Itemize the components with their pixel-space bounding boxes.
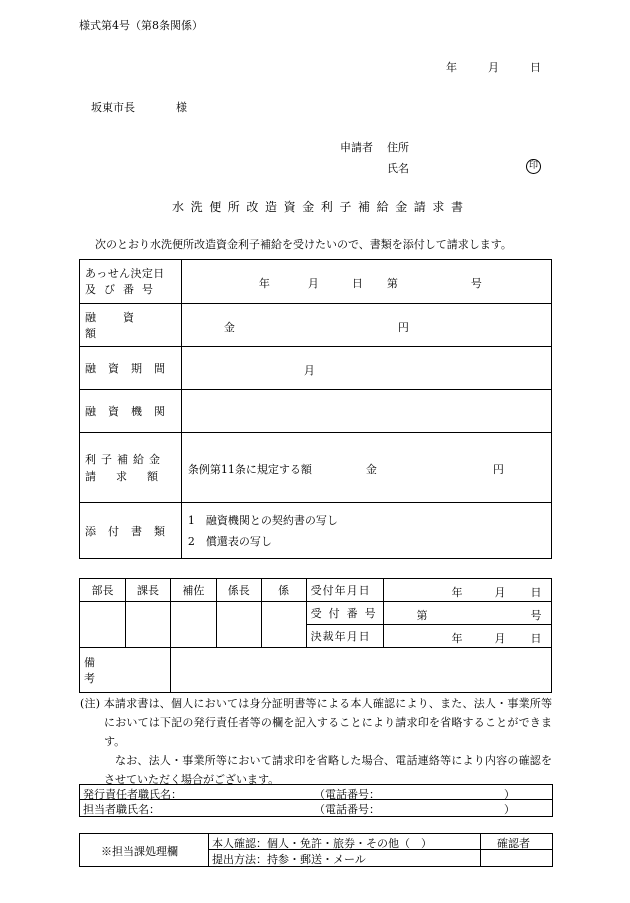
loan-institution-label: 融資機関 bbox=[85, 405, 177, 418]
identity-check: 本人確認：個人・免許・旅券・その他（ ） bbox=[212, 837, 432, 850]
loan-amount-label-cell bbox=[80, 304, 182, 347]
received-dai: 第 bbox=[416, 609, 428, 622]
loan-amount-yen: 円 bbox=[397, 321, 409, 334]
received-number-value[interactable] bbox=[384, 602, 552, 625]
confirmer-label: 確認者 bbox=[497, 837, 530, 850]
header-kakaricho: 係長 bbox=[216, 579, 261, 602]
header-hosa: 補佐 bbox=[170, 579, 216, 602]
decision-date-value[interactable] bbox=[384, 625, 552, 648]
loan-amount-label: 融資額 bbox=[85, 311, 161, 340]
approval-table bbox=[79, 578, 552, 693]
remarks-value-cell[interactable] bbox=[170, 648, 551, 693]
received-date-value[interactable] bbox=[384, 579, 552, 602]
decision-date-label: 決裁年月日 bbox=[310, 630, 371, 643]
received-day: 日 bbox=[530, 586, 542, 599]
applicant-address-label: 住所 bbox=[387, 141, 409, 154]
interest-subsidy-yen: 円 bbox=[492, 463, 504, 476]
applicant-role: 申請者 bbox=[340, 141, 373, 154]
received-date-label: 受付年月日 bbox=[310, 584, 371, 597]
loan-period-month: 月 bbox=[303, 364, 315, 377]
contact-phone-label: （電話番号： bbox=[314, 803, 380, 816]
interest-subsidy-text: 条例第11条に規定する額 bbox=[187, 463, 312, 476]
intro-text: 次のとおり水洗便所改造資金利子補給を受けたいので、書類を添付して請求します。 bbox=[95, 238, 512, 251]
attachments-value-cell bbox=[181, 503, 551, 559]
document-title: 水洗便所改造資金利子補給金請求書 bbox=[172, 200, 470, 214]
contact-label: 担当者職氏名： bbox=[83, 803, 160, 816]
attachments-label: 添付書類 bbox=[85, 524, 177, 538]
issuer-phone-close: ） bbox=[504, 788, 515, 801]
decision-date-value-cell[interactable] bbox=[181, 260, 551, 304]
main-table bbox=[79, 259, 552, 559]
applicant-name-label: 氏名 bbox=[387, 162, 409, 175]
issuer-label: 発行責任者職氏名： bbox=[83, 788, 182, 801]
loan-amount-kin: 金 bbox=[223, 321, 235, 334]
received-year: 年 bbox=[451, 586, 463, 599]
form-id: 様式第4号（第8条関係） bbox=[79, 19, 203, 32]
office-box-label: ※担当課処理欄 bbox=[101, 845, 178, 858]
month-label: 月 bbox=[488, 61, 499, 74]
header-bucho: 部長 bbox=[80, 579, 126, 602]
interest-subsidy-value-cell[interactable] bbox=[181, 433, 551, 503]
stamp-kakaricho[interactable] bbox=[216, 602, 261, 648]
interest-subsidy-label-line2: 請求額 bbox=[85, 469, 178, 483]
decision-year-stamp: 年 bbox=[451, 632, 463, 645]
attachment-item: 2 償還表の写し bbox=[187, 534, 272, 548]
decision-month: 月 bbox=[307, 277, 319, 290]
decision-day-stamp: 日 bbox=[530, 632, 542, 645]
addressee-honorific: 様 bbox=[176, 101, 187, 114]
addressee-name: 坂東市長 bbox=[91, 101, 135, 114]
loan-institution-label-cell bbox=[80, 390, 182, 433]
stamp-bucho[interactable] bbox=[80, 602, 126, 648]
stamp-hosa[interactable] bbox=[170, 602, 216, 648]
decision-month-stamp: 月 bbox=[494, 632, 506, 645]
contact-phone-close: ） bbox=[504, 803, 515, 816]
interest-subsidy-label-cell bbox=[80, 433, 182, 503]
decision-date-label-cell bbox=[80, 260, 182, 304]
remarks-label-cell bbox=[80, 648, 171, 693]
received-number-label: 受付番号 bbox=[310, 607, 383, 620]
header-kakari: 係 bbox=[261, 579, 306, 602]
header-kacho: 課長 bbox=[125, 579, 170, 602]
year-label: 年 bbox=[446, 61, 457, 74]
date-line bbox=[446, 59, 541, 75]
seal-mark: 印 bbox=[526, 159, 541, 174]
confirmer-stamp-cell[interactable] bbox=[481, 850, 551, 865]
decision-date-label-line2: 及び番号 bbox=[85, 282, 161, 296]
stamp-kacho[interactable] bbox=[125, 602, 170, 648]
attachments-label-cell bbox=[80, 503, 182, 559]
decision-day: 日 bbox=[351, 277, 363, 290]
decision-go: 号 bbox=[470, 277, 482, 290]
attachment-item: 1 融資機関との契約書の写し bbox=[187, 513, 338, 527]
note-paragraph-2: なお、法人・事業所等において請求印を省略した場合、電話連絡等により内容の確認をさせていただく場合がございます。 bbox=[104, 754, 552, 786]
loan-amount-value-cell[interactable] bbox=[181, 304, 551, 347]
loan-period-label: 融資期間 bbox=[85, 362, 177, 375]
decision-date-label-line1: あっせん決定日 bbox=[85, 266, 165, 280]
note-paragraph-1: (注) 本請求書は、個人においては身分証明書等による本人確認により、また、法人・事業所等においては下記の発行責任者等の欄を記入することにより請求印を省略することができます。 bbox=[80, 697, 552, 748]
loan-period-label-cell bbox=[80, 347, 182, 390]
issuer-phone-label: （電話番号： bbox=[314, 788, 380, 801]
decision-year: 年 bbox=[258, 277, 270, 290]
interest-subsidy-kin: 金 bbox=[365, 463, 377, 476]
interest-subsidy-label-line1: 利子補給金 bbox=[85, 452, 165, 466]
addressee bbox=[91, 99, 187, 115]
received-month: 月 bbox=[494, 586, 506, 599]
loan-period-value-cell[interactable] bbox=[181, 347, 551, 390]
loan-institution-value-cell[interactable] bbox=[181, 390, 551, 433]
decision-dai: 第 bbox=[386, 277, 398, 290]
submission-method: 提出方法：持参・郵送・メール bbox=[212, 853, 366, 866]
day-label: 日 bbox=[530, 61, 541, 74]
remarks-label: 備考 bbox=[84, 656, 153, 685]
received-go: 号 bbox=[530, 609, 542, 622]
stamp-kakari[interactable] bbox=[261, 602, 306, 648]
